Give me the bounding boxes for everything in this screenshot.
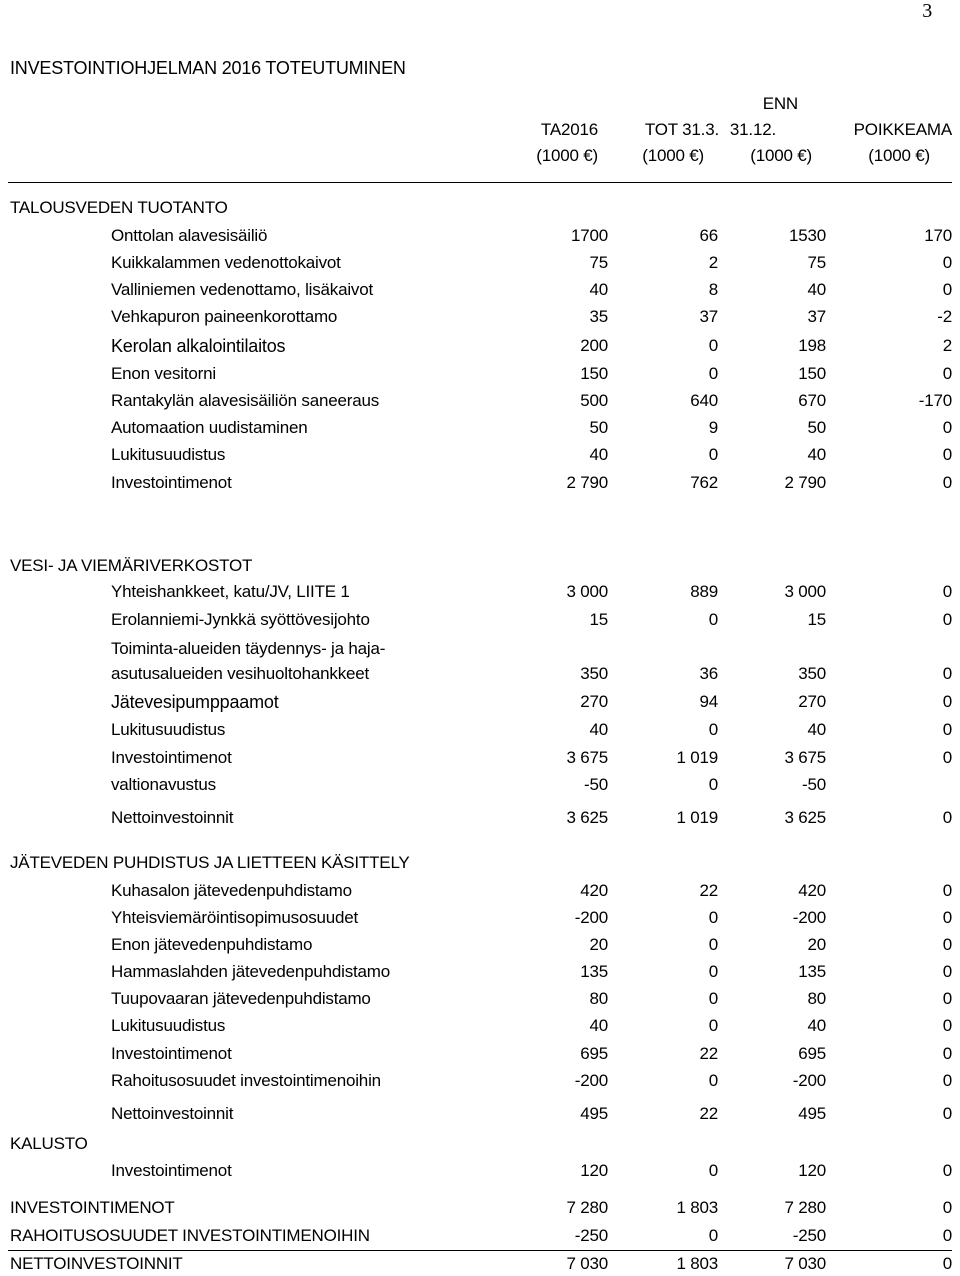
table-row xyxy=(0,1014,960,1038)
row-value: 22 xyxy=(699,1044,718,1063)
row-value: 0 xyxy=(942,962,952,981)
row-value: 0 xyxy=(942,908,952,927)
row-label: NETTOINVESTOINNIT xyxy=(10,1254,183,1273)
row-value: 3 625 xyxy=(566,808,608,827)
row-value: 66 xyxy=(699,226,718,245)
row-label: RAHOITUSOSUUDET INVESTOINTIMENOIHIN xyxy=(10,1226,370,1245)
row-value: 350 xyxy=(798,664,826,683)
table-row xyxy=(0,933,960,957)
table-row xyxy=(0,746,960,770)
row-value: 20 xyxy=(589,935,608,954)
row-label: Nettoinvestoinnit xyxy=(111,1104,234,1123)
row-value: 150 xyxy=(580,364,608,383)
row-value: 0 xyxy=(942,418,952,437)
row-value: -250 xyxy=(574,1226,608,1245)
row-value: 0 xyxy=(708,775,718,794)
row-value: 15 xyxy=(807,610,826,629)
row-label: Lukitusuudistus xyxy=(111,445,226,464)
row-value: 0 xyxy=(942,1254,952,1273)
row-value: 3 675 xyxy=(784,748,826,767)
table-row xyxy=(0,224,960,248)
row-value: 0 xyxy=(942,1071,952,1090)
row-value: -50 xyxy=(584,775,608,794)
row-value: 889 xyxy=(690,582,718,601)
row-value: 0 xyxy=(942,748,952,767)
row-value: 40 xyxy=(589,1016,608,1035)
total-row xyxy=(0,1224,960,1248)
section-heading: JÄTEVEDEN PUHDISTUS JA LIETTEEN KÄSITTELY xyxy=(10,853,410,872)
row-value: 75 xyxy=(807,253,826,272)
row-value: 1530 xyxy=(788,226,826,245)
row-value: 0 xyxy=(708,962,718,981)
row-label: Yhteishankkeet, katu/JV, LIITE 1 xyxy=(111,582,350,601)
row-value: 75 xyxy=(589,253,608,272)
column-header-line2: TOT 31.3. xyxy=(644,120,719,139)
row-value: 40 xyxy=(589,445,608,464)
row-value: 0 xyxy=(942,1198,952,1217)
row-label: Investointimenot xyxy=(111,1161,232,1180)
column-header-line2: POIKKEAMA xyxy=(853,120,952,139)
row-value: 9 xyxy=(708,418,718,437)
header-divider xyxy=(8,182,952,183)
row-value: 3 000 xyxy=(566,582,608,601)
table-row xyxy=(0,1102,960,1126)
row-label: Tuupovaaran jätevedenpuhdistamo xyxy=(111,989,371,1008)
column-header-unit: (1000 €) xyxy=(642,146,704,165)
table-row xyxy=(0,1042,960,1066)
row-label: valtionavustus xyxy=(111,775,216,794)
column-header-unit: (1000 €) xyxy=(868,146,930,165)
table-row xyxy=(0,987,960,1011)
row-value: 7 280 xyxy=(566,1198,608,1217)
row-value: 0 xyxy=(942,473,952,492)
row-label: Nettoinvestoinnit xyxy=(111,808,234,827)
table-row xyxy=(0,471,960,495)
column-header-unit: (1000 €) xyxy=(536,146,598,165)
row-value: 3 675 xyxy=(566,748,608,767)
row-value: 0 xyxy=(708,908,718,927)
row-value: 15 xyxy=(589,610,608,629)
row-value: 135 xyxy=(580,962,608,981)
table-row xyxy=(0,662,960,686)
row-value: -250 xyxy=(792,1226,826,1245)
row-value: 150 xyxy=(798,364,826,383)
row-value: 94 xyxy=(699,692,718,711)
row-label: Investointimenot xyxy=(111,1044,232,1063)
row-label: Onttolan alavesisäiliö xyxy=(111,226,268,245)
row-label-continuation xyxy=(0,637,960,661)
table-row xyxy=(0,718,960,742)
row-value: 40 xyxy=(589,720,608,739)
row-label: Lukitusuudistus xyxy=(111,1016,226,1035)
row-value: 0 xyxy=(942,720,952,739)
row-value: 22 xyxy=(699,881,718,900)
row-label: Automaation uudistaminen xyxy=(111,418,308,437)
row-value: 1 803 xyxy=(676,1198,718,1217)
row-value: 40 xyxy=(807,445,826,464)
row-value: 0 xyxy=(708,336,718,355)
row-value: 3 625 xyxy=(784,808,826,827)
row-label: Enon jätevedenpuhdistamo xyxy=(111,935,313,954)
totals-divider xyxy=(8,1250,952,1251)
table-row xyxy=(0,580,960,604)
row-value: 50 xyxy=(589,418,608,437)
row-value: 495 xyxy=(798,1104,826,1123)
total-row xyxy=(0,1196,960,1220)
row-value: 2 xyxy=(942,336,952,355)
row-label: Lukitusuudistus xyxy=(111,720,226,739)
section-heading: KALUSTO xyxy=(10,1134,88,1153)
table-row xyxy=(0,879,960,903)
row-label: Rantakylän alavesisäiliön saneeraus xyxy=(111,391,379,410)
row-label: Investointimenot xyxy=(111,748,232,767)
row-value: 40 xyxy=(589,280,608,299)
row-value: 0 xyxy=(942,1044,952,1063)
section-heading: TALOUSVEDEN TUOTANTO xyxy=(10,198,228,217)
row-value: 0 xyxy=(942,664,952,683)
row-value: -200 xyxy=(792,1071,826,1090)
row-value: 0 xyxy=(942,1226,952,1245)
row-label: Jätevesipumppaamot xyxy=(111,692,279,712)
column-header-line2: 31.12. xyxy=(729,120,776,139)
row-value: 22 xyxy=(699,1104,718,1123)
column-header-unit: (1000 €) xyxy=(750,146,812,165)
row-value: 2 790 xyxy=(566,473,608,492)
row-value: -200 xyxy=(792,908,826,927)
row-label: Yhteisviemäröintisopimusosuudet xyxy=(111,908,359,927)
row-value: 0 xyxy=(942,364,952,383)
row-value: 40 xyxy=(807,720,826,739)
row-value: 0 xyxy=(942,610,952,629)
row-label: Kuhasalon jätevedenpuhdistamo xyxy=(111,881,352,900)
table-row xyxy=(0,278,960,302)
row-value: -50 xyxy=(802,775,826,794)
table-row xyxy=(0,960,960,984)
row-value: 0 xyxy=(708,720,718,739)
row-value: 0 xyxy=(708,989,718,1008)
table-row xyxy=(0,690,960,714)
row-value: 198 xyxy=(798,336,826,355)
row-value: -2 xyxy=(937,307,952,326)
row-value: -170 xyxy=(918,391,952,410)
row-value: 0 xyxy=(708,1071,718,1090)
row-value: 170 xyxy=(924,226,952,245)
row-value: 135 xyxy=(798,962,826,981)
row-label: asutusalueiden vesihuoltohankkeet xyxy=(111,664,370,683)
row-label: Kerolan alkalointilaitos xyxy=(111,336,286,356)
row-value: 670 xyxy=(798,391,826,410)
table-row xyxy=(0,305,960,329)
column-header-line1: ENN xyxy=(762,94,798,113)
row-value: 0 xyxy=(942,1016,952,1035)
row-value: 7 280 xyxy=(784,1198,826,1217)
row-value: 500 xyxy=(580,391,608,410)
row-value: 3 000 xyxy=(784,582,826,601)
table-row xyxy=(0,906,960,930)
row-value: 80 xyxy=(589,989,608,1008)
table-row xyxy=(0,251,960,275)
row-value: 50 xyxy=(807,418,826,437)
row-value: 695 xyxy=(580,1044,608,1063)
row-label: Valliniemen vedenottamo, lisäkaivot xyxy=(111,280,373,299)
row-label: Toiminta-alueiden täydennys- ja haja- xyxy=(111,639,386,658)
row-value: 1 019 xyxy=(676,748,718,767)
row-value: 350 xyxy=(580,664,608,683)
row-value: 0 xyxy=(708,610,718,629)
row-label: Investointimenot xyxy=(111,473,232,492)
section-heading: VESI- JA VIEMÄRIVERKOSTOT xyxy=(10,556,253,575)
row-value: 0 xyxy=(708,445,718,464)
row-value: 0 xyxy=(942,808,952,827)
table-row xyxy=(0,362,960,386)
row-value: 270 xyxy=(798,692,826,711)
row-value: 0 xyxy=(942,1104,952,1123)
row-value: 0 xyxy=(942,989,952,1008)
row-value: 0 xyxy=(942,280,952,299)
row-value: 35 xyxy=(589,307,608,326)
row-value: 420 xyxy=(798,881,826,900)
row-value: 7 030 xyxy=(566,1254,608,1273)
row-value: 120 xyxy=(580,1161,608,1180)
row-value: 495 xyxy=(580,1104,608,1123)
row-value: 695 xyxy=(798,1044,826,1063)
row-value: 8 xyxy=(708,280,718,299)
row-label: INVESTOINTIMENOT xyxy=(10,1198,175,1217)
row-value: 37 xyxy=(699,307,718,326)
document-title: INVESTOINTIOHJELMAN 2016 TOTEUTUMINEN xyxy=(10,58,406,78)
table-row xyxy=(0,416,960,440)
row-value: 80 xyxy=(807,989,826,1008)
row-value: -200 xyxy=(574,908,608,927)
row-value: 0 xyxy=(708,364,718,383)
row-value: 762 xyxy=(690,473,718,492)
row-value: 200 xyxy=(580,336,608,355)
table-row xyxy=(0,443,960,467)
row-value: 37 xyxy=(807,307,826,326)
row-label: Rahoitusosuudet investointimenoihin xyxy=(111,1071,381,1090)
row-value: 7 030 xyxy=(784,1254,826,1273)
row-value: 1 019 xyxy=(676,808,718,827)
row-label: Erolanniemi-Jynkkä syöttövesijohto xyxy=(111,610,370,629)
row-value: 0 xyxy=(708,1016,718,1035)
row-value: 0 xyxy=(708,1226,718,1245)
row-value: 40 xyxy=(807,1016,826,1035)
table-row xyxy=(0,1069,960,1093)
row-value: 120 xyxy=(798,1161,826,1180)
row-value: 1 803 xyxy=(676,1254,718,1273)
row-value: 270 xyxy=(580,692,608,711)
row-value: 0 xyxy=(708,935,718,954)
row-value: 0 xyxy=(942,445,952,464)
row-value: 640 xyxy=(690,391,718,410)
row-value: 0 xyxy=(942,692,952,711)
row-value: 0 xyxy=(942,935,952,954)
table-row xyxy=(0,806,960,830)
table-row xyxy=(0,773,960,797)
total-row xyxy=(0,1252,960,1276)
row-value: 40 xyxy=(807,280,826,299)
row-value: 0 xyxy=(942,253,952,272)
table-row xyxy=(0,1159,960,1183)
row-value: 2 790 xyxy=(784,473,826,492)
row-value: 0 xyxy=(708,1161,718,1180)
row-value: 0 xyxy=(942,582,952,601)
table-row xyxy=(0,608,960,632)
row-value: 20 xyxy=(807,935,826,954)
table-row xyxy=(0,334,960,358)
row-value: 1700 xyxy=(570,226,608,245)
row-label: Kuikkalammen vedenottokaivot xyxy=(111,253,341,272)
row-value: 0 xyxy=(942,1161,952,1180)
row-value: 420 xyxy=(580,881,608,900)
table-row xyxy=(0,389,960,413)
row-label: Hammaslahden jätevedenpuhdistamo xyxy=(111,962,390,981)
page-number: 3 xyxy=(922,0,932,22)
row-label: Vehkapuron paineenkorottamo xyxy=(111,307,338,326)
row-value: -200 xyxy=(574,1071,608,1090)
row-value: 36 xyxy=(699,664,718,683)
row-value: 2 xyxy=(708,253,718,272)
column-header-line2: TA2016 xyxy=(540,120,598,139)
row-value: 0 xyxy=(942,881,952,900)
row-label: Enon vesitorni xyxy=(111,364,216,383)
